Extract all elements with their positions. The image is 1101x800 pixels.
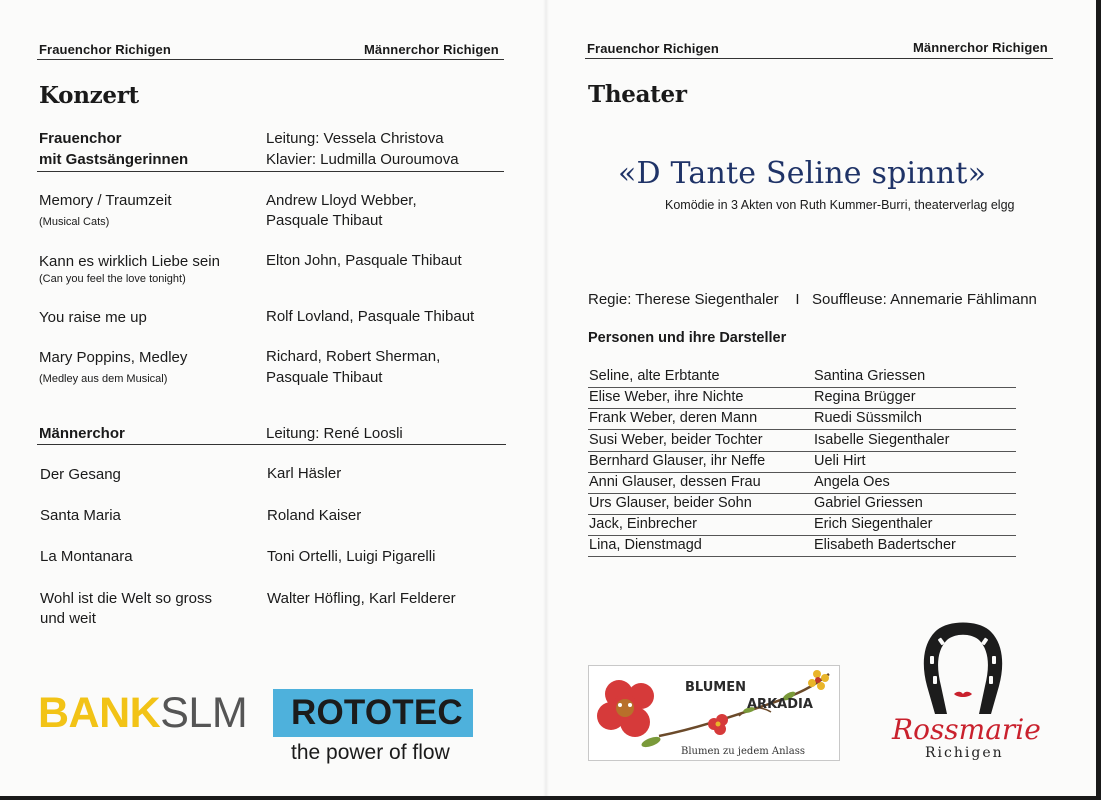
song-composer: Toni Ortelli, Luigi Pigarelli (267, 548, 436, 565)
song-composer: Karl Häsler (267, 465, 342, 482)
horseshoe-icon (917, 616, 1009, 718)
play-title: «D Tante Seline spinnt» (618, 156, 987, 191)
song-title: La Montanara (40, 548, 133, 565)
cast-role: Frank Weber, deren Mann (589, 410, 758, 426)
cast-role: Elise Weber, ihre Nichte (589, 389, 744, 405)
song-title: Der Gesang (40, 466, 121, 483)
cast-row (588, 473, 1016, 494)
cast-actor: Ruedi Süssmilch (814, 410, 922, 426)
cast-role: Seline, alte Erbtante (589, 368, 720, 384)
song-composer: Elton John, Pasquale Thibaut (266, 252, 462, 269)
song-composer: Pasquale Thibaut (266, 369, 383, 386)
arkadia-line1: BLUMEN (685, 680, 746, 695)
cast-actor: Angela Oes (814, 474, 890, 490)
song-composer: Pasquale Thibaut (266, 212, 383, 229)
header-rule (37, 59, 504, 60)
group-name-frauenchor: Frauenchor (39, 130, 122, 147)
song-title: Mary Poppins, Medley (39, 349, 188, 366)
song-composer: Andrew Lloyd Webber, (266, 192, 417, 209)
song-composer: Roland Kaiser (267, 507, 362, 524)
page-fold (543, 0, 549, 796)
klavier-frauenchor: Klavier: Ludmilla Ouroumova (266, 151, 459, 168)
header-left-label: Frauenchor Richigen (587, 41, 719, 56)
section-rule (37, 444, 506, 445)
song-title: You raise me up (39, 309, 147, 326)
song-composer: Richard, Robert Sherman, (266, 348, 441, 365)
section-rule (37, 171, 504, 172)
cast-row (588, 494, 1016, 515)
song-composer: Rolf Lovland, Pasquale Thibaut (266, 308, 475, 325)
song-title: Santa Maria (40, 507, 121, 524)
cast-actor: Isabelle Siegenthaler (814, 432, 950, 448)
rototec-tagline: the power of flow (291, 741, 450, 764)
cast-actor: Elisabeth Badertscher (814, 537, 956, 553)
song-title: und weit (40, 610, 96, 627)
cast-actor: Regina Brügger (814, 389, 916, 405)
bankslm-logo-part1: BANK (38, 689, 161, 737)
song-title: Wohl ist die Welt so gross (40, 590, 213, 607)
cast-row (588, 452, 1016, 473)
arkadia-line2: ARKADIA (747, 697, 813, 712)
cast-row (588, 515, 1016, 536)
cast-actor: Gabriel Griessen (814, 495, 923, 511)
arkadia-logo (588, 665, 840, 761)
header-rule (585, 58, 1053, 59)
song-composer: Walter Höfling, Karl Felderer (267, 590, 456, 607)
group-name-maennerchor: Männerchor (39, 425, 125, 442)
arkadia-tagline: Blumen zu jedem Anlass (681, 746, 805, 757)
song-note: (Medley aus dem Musical) (39, 373, 168, 385)
cast-role: Jack, Einbrecher (589, 516, 697, 532)
song-title: Memory / Traumzeit (39, 192, 172, 209)
cast-row (588, 536, 1016, 557)
bankslm-logo (38, 689, 247, 738)
cast-actor: Santina Griessen (814, 368, 926, 384)
cast-role: Urs Glauser, beider Sohn (589, 495, 752, 511)
bankslm-logo-part2: SLM (160, 689, 248, 737)
rossmarie-logo-place: Richigen (925, 745, 1004, 761)
cast-role: Susi Weber, beider Tochter (589, 432, 763, 448)
leitung-maennerchor: Leitung: René Loosli (266, 425, 403, 442)
rototec-logo-name: ROTOTEC (291, 693, 463, 732)
page-title-theater: Theater (588, 81, 687, 108)
group-name-gastsaengerinnen: mit Gastsängerinnen (39, 151, 189, 168)
cast-role: Bernhard Glauser, ihr Neffe (589, 453, 766, 469)
leitung-frauenchor: Leitung: Vessela Christova (266, 130, 444, 147)
song-note: (Musical Cats) (39, 216, 110, 228)
cast-row (588, 431, 1016, 452)
song-title: Kann es wirklich Liebe sein (39, 253, 220, 270)
header-right-label: Männerchor Richigen (913, 40, 1048, 55)
credits-line: Regie: Therese Siegenthaler I Souffleuse: Annemarie Fählimann (588, 291, 1037, 308)
cast-role: Anni Glauser, dessen Frau (589, 474, 761, 490)
song-note: (Can you feel the love tonight) (39, 273, 186, 285)
cast-role: Lina, Dienstmagd (589, 537, 702, 553)
header-left-label: Frauenchor Richigen (39, 42, 171, 57)
cast-row (588, 367, 1016, 388)
cast-heading: Personen und ihre Darsteller (588, 330, 787, 346)
cast-row (588, 409, 1016, 430)
cast-actor: Ueli Hirt (814, 453, 866, 469)
rossmarie-logo-name: Rossmarie (892, 713, 1041, 746)
page-title-konzert: Konzert (39, 82, 139, 109)
cast-actor: Erich Siegenthaler (814, 516, 933, 532)
play-subtitle: Komödie in 3 Akten von Ruth Kummer-Burri, theaterverlag elgg (665, 198, 1015, 212)
cast-row (588, 388, 1016, 409)
header-right-label: Männerchor Richigen (364, 42, 499, 57)
